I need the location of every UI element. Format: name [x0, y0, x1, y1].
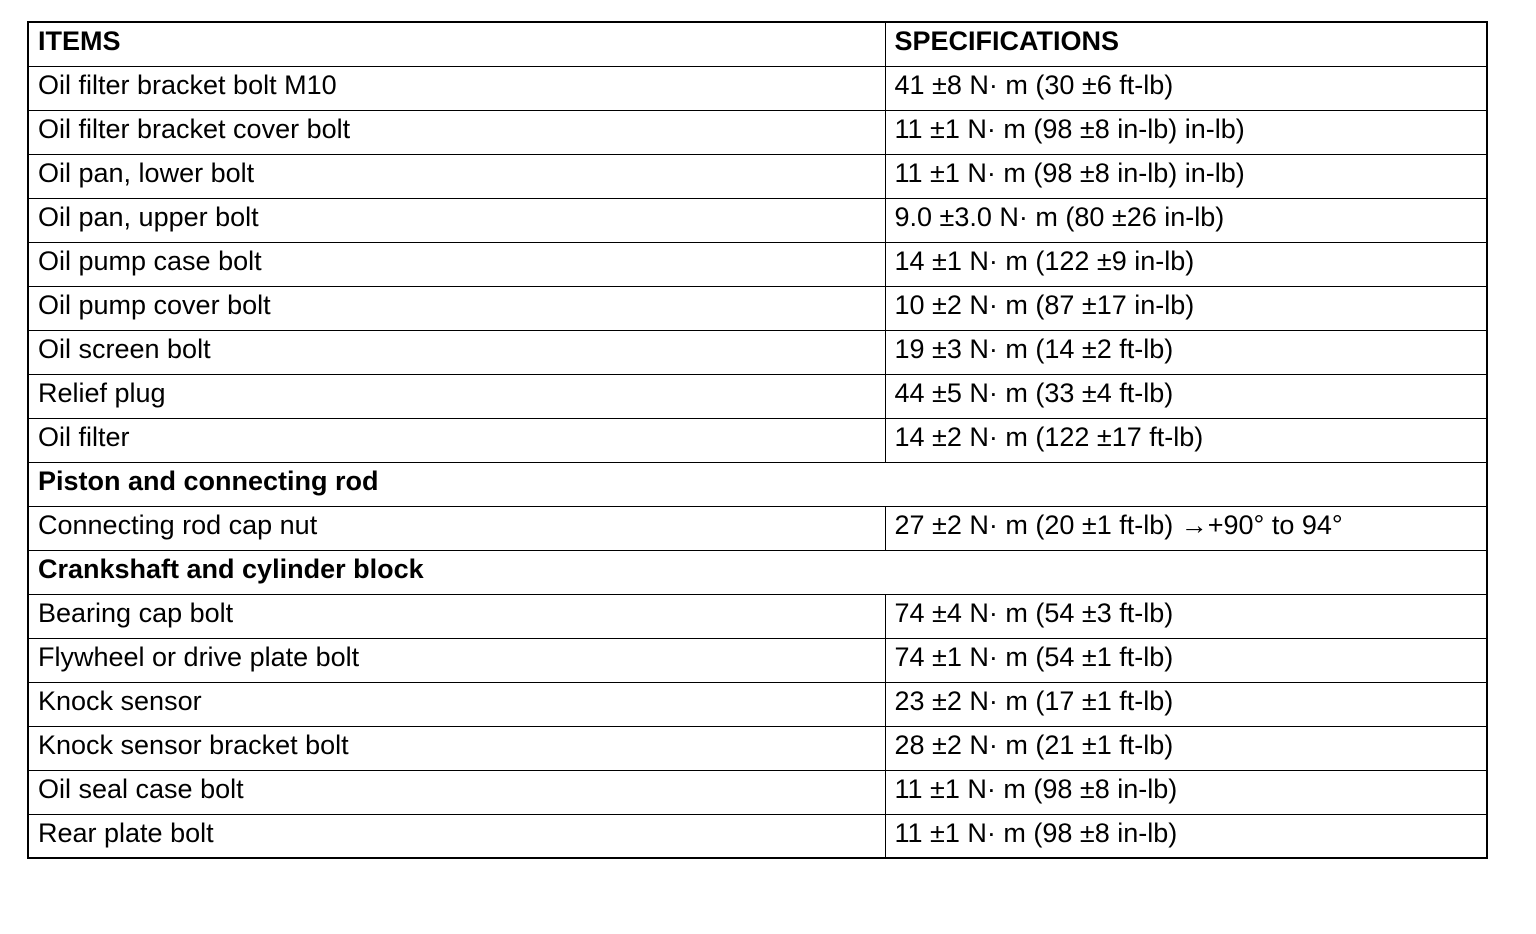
table-header-row — [28, 22, 1487, 66]
table-row — [28, 638, 1487, 682]
header-specifications: SPECIFICATIONS — [885, 22, 1487, 66]
item-cell: Rear plate bolt — [28, 814, 885, 858]
table-row — [28, 726, 1487, 770]
table-row — [28, 110, 1487, 154]
item-cell: Oil screen bolt — [28, 330, 885, 374]
table-row — [28, 418, 1487, 462]
item-cell: Oil pan, lower bolt — [28, 154, 885, 198]
item-cell: Flywheel or drive plate bolt — [28, 638, 885, 682]
specification-cell: 28 ±2 N· m (21 ±1 ft-lb) — [885, 726, 1487, 770]
header-items: ITEMS — [28, 22, 885, 66]
specification-cell: 11 ±1 N· m (98 ±8 in-lb) — [885, 770, 1487, 814]
specification-cell: 11 ±1 N· m (98 ±8 in-lb) — [885, 814, 1487, 858]
item-cell: Oil filter bracket cover bolt — [28, 110, 885, 154]
specification-cell: 14 ±2 N· m (122 ±17 ft-lb) — [885, 418, 1487, 462]
item-cell: Knock sensor — [28, 682, 885, 726]
specification-cell: 11 ±1 N· m (98 ±8 in-lb) in-lb) — [885, 110, 1487, 154]
table-row — [28, 154, 1487, 198]
specification-cell: 44 ±5 N· m (33 ±4 ft-lb) — [885, 374, 1487, 418]
item-cell: Relief plug — [28, 374, 885, 418]
section-title: Crankshaft and cylinder block — [28, 550, 1487, 594]
table-row — [28, 594, 1487, 638]
specification-cell: 27 ±2 N· m (20 ±1 ft-lb) →+90° to 94° — [885, 506, 1487, 550]
item-cell: Oil seal case bolt — [28, 770, 885, 814]
specification-cell: 9.0 ±3.0 N· m (80 ±26 in-lb) — [885, 198, 1487, 242]
item-cell: Oil pump case bolt — [28, 242, 885, 286]
item-cell: Oil filter bracket bolt M10 — [28, 66, 885, 110]
section-title: Piston and connecting rod — [28, 462, 1487, 506]
specification-cell: 10 ±2 N· m (87 ±17 in-lb) — [885, 286, 1487, 330]
specification-cell: 41 ±8 N· m (30 ±6 ft-lb) — [885, 66, 1487, 110]
table-row — [28, 330, 1487, 374]
item-cell: Bearing cap bolt — [28, 594, 885, 638]
table-row — [28, 242, 1487, 286]
table-row — [28, 506, 1487, 550]
specification-cell: 74 ±4 N· m (54 ±3 ft-lb) — [885, 594, 1487, 638]
section-header-row — [28, 550, 1487, 594]
item-cell: Oil pump cover bolt — [28, 286, 885, 330]
table-row — [28, 286, 1487, 330]
item-cell: Oil filter — [28, 418, 885, 462]
table-row — [28, 198, 1487, 242]
specification-cell: 74 ±1 N· m (54 ±1 ft-lb) — [885, 638, 1487, 682]
item-cell: Oil pan, upper bolt — [28, 198, 885, 242]
table-row — [28, 66, 1487, 110]
table-row — [28, 682, 1487, 726]
specification-cell: 11 ±1 N· m (98 ±8 in-lb) in-lb) — [885, 154, 1487, 198]
specification-cell: 19 ±3 N· m (14 ±2 ft-lb) — [885, 330, 1487, 374]
table-row — [28, 814, 1487, 858]
table-row — [28, 770, 1487, 814]
table-body — [28, 66, 1487, 858]
item-cell: Connecting rod cap nut — [28, 506, 885, 550]
section-header-row — [28, 462, 1487, 506]
table-row — [28, 374, 1487, 418]
torque-spec-table — [27, 21, 1488, 859]
item-cell: Knock sensor bracket bolt — [28, 726, 885, 770]
specification-cell: 14 ±1 N· m (122 ±9 in-lb) — [885, 242, 1487, 286]
specification-cell: 23 ±2 N· m (17 ±1 ft-lb) — [885, 682, 1487, 726]
